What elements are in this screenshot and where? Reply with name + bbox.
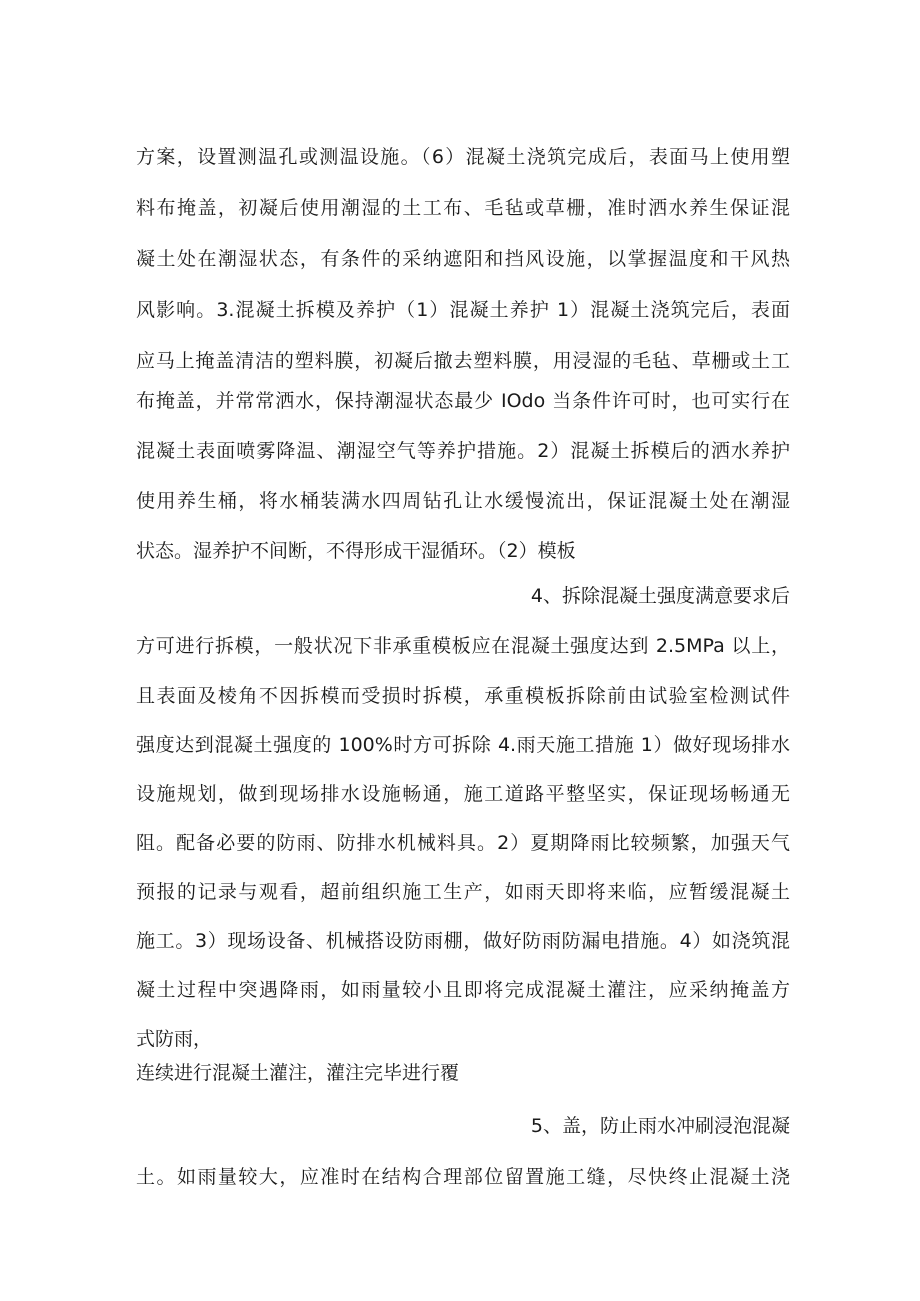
text-line-12: 且表面及棱角不因拆模而受损时拆模，承重模板拆除前由试验室检测试件 <box>136 685 790 707</box>
text-line-6: 布掩盖，并常常洒水，保持潮湿状态最少 IOdo 当条件许可时，也可实行在 <box>136 390 790 412</box>
text-line-1: 方案，设置测温孔或测温设施。（6）混凝土浇筑完成后，表面马上使用塑 <box>136 146 790 168</box>
text-line-9: 状态。湿养护不间断，不得形成干湿循环。（2）模板 <box>136 540 576 562</box>
text-line-2: 料布掩盖，初凝后使用潮湿的土工布、毛毡或草栅，准时洒水养生保证混 <box>136 197 790 219</box>
text-line-15: 阻。配备必要的防雨、防排水机械料具。2）夏期降雨比较频繁，加强天气 <box>136 832 790 854</box>
text-line-8: 使用养生桶，将水桶装满水四周钻孔让水缓慢流出，保证混凝土处在潮湿 <box>136 490 790 512</box>
text-line-16: 预报的记录与观看，超前组织施工生产，如雨天即将来临，应暂缓混凝土 <box>136 881 790 903</box>
text-line-11: 方可进行拆模，一般状况下非承重模板应在混凝土强度达到 2.5MPa 以上， <box>136 635 790 657</box>
text-line-3: 凝土处在潮湿状态，有条件的采纳遮阳和挡风设施，以掌握温度和干风热 <box>136 248 790 270</box>
text-line-13: 强度达到混凝土强度的 100%时方可拆除 4.雨天施工措施 1）做好现场排水 <box>136 734 790 756</box>
text-line-18: 凝土过程中突遇降雨，如雨量较小且即将完成混凝土灌注，应采纳掩盖方 <box>136 979 790 1001</box>
text-line-22: 土。如雨量较大，应准时在结构合理部位留置施工缝，尽快终止混凝土浇 <box>136 1166 790 1188</box>
text-line-20: 连续进行混凝土灌注，灌注完毕进行覆 <box>136 1062 460 1084</box>
text-line-4: 风影响。3.混凝土拆模及养护（1）混凝土养护 1）混凝土浇筑完后，表面 <box>136 299 790 321</box>
text-line-7: 混凝土表面喷雾降温、潮湿空气等养护措施。2）混凝土拆模后的洒水养护 <box>136 440 790 462</box>
text-line-21: 5、盖，防止雨水冲刷浸泡混凝 <box>530 1115 790 1137</box>
text-line-17: 施工。3）现场设备、机械搭设防雨棚，做好防雨防漏电措施。4）如浇筑混 <box>136 930 790 952</box>
text-line-14: 设施规划，做到现场排水设施畅通，施工道路平整坚实，保证现场畅通无 <box>136 783 790 805</box>
text-line-5: 应马上掩盖清洁的塑料膜，初凝后撤去塑料膜，用浸湿的毛毡、草栅或土工 <box>136 350 790 372</box>
text-line-19: 式防雨， <box>136 1028 213 1050</box>
text-line-10: 4、拆除混凝土强度满意要求后 <box>530 585 790 607</box>
